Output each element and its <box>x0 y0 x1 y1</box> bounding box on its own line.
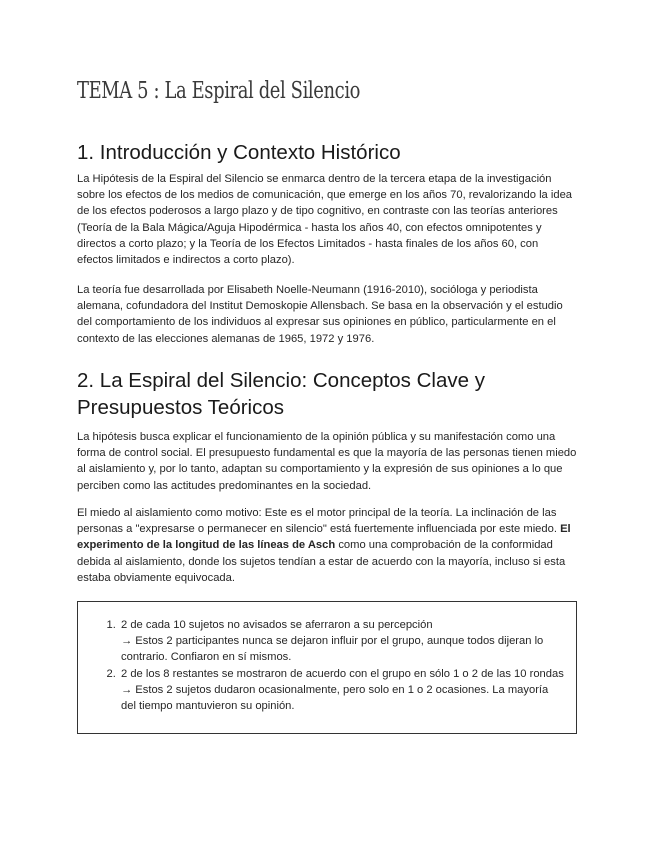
list-item-main: 2 de los 8 restantes se mostraron de acuerdo con el grupo en sólo 1 o 2 de las 10 rondas <box>121 667 564 680</box>
section-1-paragraph-2: La teoría fue desarrollada por Elisabeth Noelle-Neumann (1916-2010), socióloga y periodista alemana, cofundadora del Institut Demoskopie Allensbach. Se basa en la observación y el estudio del comportamiento de los individuos al expresar sus opiniones en público, particularmente en el contexto de las elecciones alemanas de 1965, 1972 y 1976. <box>77 284 563 345</box>
list-item-detail: → Estos 2 sujetos dudaron ocasionalmente, pero solo en 1 o 2 ocasiones. La mayoría del tiempo mantuvieron su opinión. <box>121 683 549 713</box>
asch-results-box <box>77 601 577 734</box>
section-2-paragraph-1: La hipótesis busca explicar el funcionamiento de la opinión pública y su manifestación como una forma de control social. El presupuesto fundamental es que la mayoría de las personas tienen miedo al aislamiento y, por lo tanto, adaptan su comportamiento y la expresión de sus opiniones a lo que perciben como las actitudes predominantes en la sociedad. <box>77 431 577 492</box>
list-item <box>119 666 566 715</box>
list-item-main: 2 de cada 10 sujetos no avisados se aferraron a su percepción <box>121 619 433 631</box>
list-item-detail: → Estos 2 participantes nunca se dejaron influir por el grupo, aunque todos dijeran lo contrario. Confiaron en sí mismos. <box>121 635 544 664</box>
section-1-heading: 1. Introducción y Contexto Histórico <box>77 141 401 164</box>
asch-experiment-bold: El experimento de la longitud de las líneas de Asch <box>77 523 571 552</box>
list-item <box>119 617 566 666</box>
section-2-paragraph-2 <box>77 505 577 586</box>
section-2-heading: 2. La Espiral del Silencio: Conceptos Clave y Presupuestos Teóricos <box>77 369 485 419</box>
paragraph-text: El miedo al aislamiento como motivo: Este es el motor principal de la teoría. La inclinación de las personas a "expresarse o permanecer en silencio" está fuertemente influenciada por este miedo. <box>77 507 557 536</box>
section-1-paragraph-1: La Hipótesis de la Espiral del Silencio se enmarca dentro de la tercera etapa de la investigación sobre los efectos de los medios de comunicación, que emerge en los años 70, revalorizando la idea de los efectos poderosos a largo plazo y de tipo cognitivo, en contraste con las teorías anteriores (Teoría de la Bala Mágica/Aguja Hipodérmica - hasta los años 40, con efectos omnipotentes y directos a corto plazo; y la Teoría de los Efectos Limitados - hasta finales de los años 60, con efectos limitados e indirectos a corto plazo). <box>77 173 573 267</box>
results-list <box>78 617 566 714</box>
paragraph-text: como una comprobación de la conformidad debida al aislamiento, donde los sujetos tendían a estar de acuerdo con la mayoría, incluso si esta estaba obviamente equivocada. <box>77 539 566 584</box>
document-title: TEMA 5 : La Espiral del Silencio <box>77 78 361 104</box>
